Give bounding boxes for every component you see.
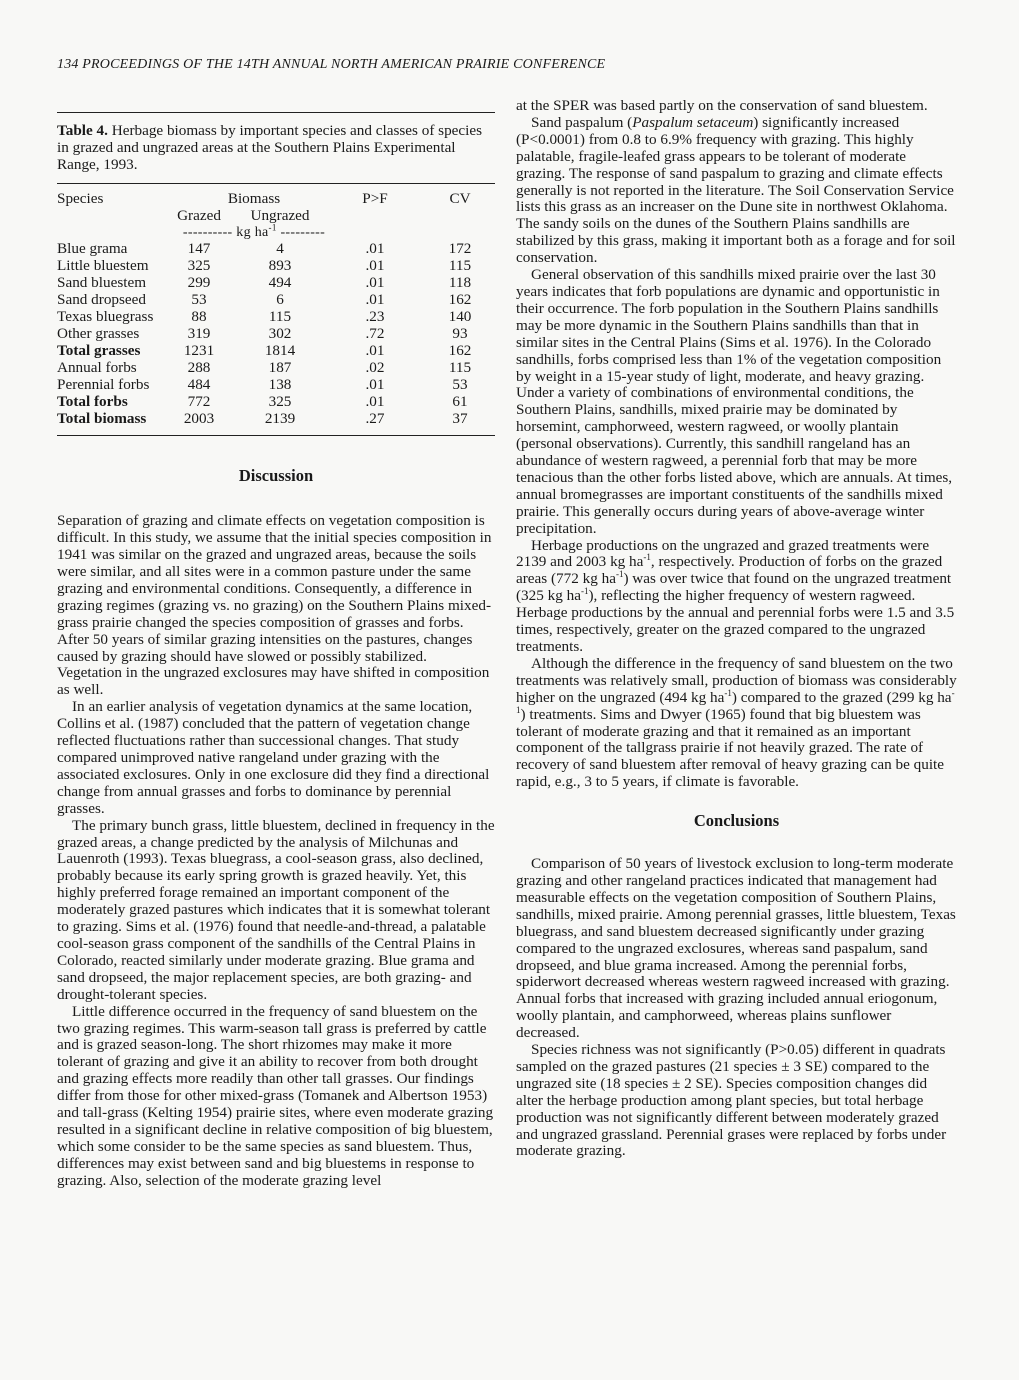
cell-ungrazed: 494	[268, 274, 292, 292]
table-row	[57, 309, 495, 326]
table-top-rule	[57, 112, 495, 113]
cell-ungrazed: 187	[268, 358, 292, 376]
conclusions-heading: Conclusions	[693, 811, 780, 831]
table-header-rule	[57, 183, 495, 184]
paragraph: Species richness was not significantly (P>0.05) different in quadrats sampled on the grazed pastures (21 species ± 3 SE) compared to the ungrazed site (18 species ± 2 SE). Species composition changes did alter the herbage production among plant species, but total herbage production was not significantly different between moderately grazed and ungrazed grassland. Perennial grases were replaced by forbs under moderate grazing.	[516, 1041, 947, 1160]
cell-cv: 172	[448, 240, 472, 258]
table-row	[57, 292, 495, 309]
cell-grazed: 288	[187, 358, 211, 376]
table-caption-text: Herbage biomass by important species and classes of species in grazed and ungrazed areas at the Southern Plains Experimental Range, 1993.	[57, 122, 483, 173]
cell-p: .01	[365, 274, 385, 292]
cell-p: .01	[365, 257, 385, 275]
cell-ungrazed: 6	[276, 291, 284, 309]
cell-species: Total grasses	[57, 341, 141, 359]
cell-ungrazed: 2139	[264, 409, 296, 427]
cell-cv: 115	[448, 358, 472, 376]
table-bottom-rule	[57, 435, 495, 436]
cell-species: Total forbs	[57, 392, 128, 410]
cell-p: .01	[365, 291, 385, 309]
cell-p: .01	[365, 240, 385, 258]
cell-species: Perennial forbs	[57, 375, 150, 393]
cell-cv: 140	[448, 308, 472, 326]
col-p: P>F	[362, 189, 388, 207]
cell-p: .01	[365, 341, 385, 359]
table-caption	[57, 123, 495, 174]
table-label: Table 4.	[57, 122, 108, 139]
cell-ungrazed: 4	[276, 240, 284, 258]
cell-species: Other grasses	[57, 324, 140, 342]
cell-grazed: 319	[187, 324, 211, 342]
cell-cv: 53	[452, 375, 468, 393]
cell-ungrazed: 893	[268, 257, 292, 275]
table-header-row	[57, 191, 495, 208]
paragraph: Little difference occurred in the frequency of sand bluestem on the two grazing regimes. This warm-season tall grass is preferred by cattle and is grazed season-long. The short rhizomes may make it more tolerant of grazing and give it an ability to recover from both drought and grazing effects more readily than other tall grasses. Our findings differ from those for other mixed-grass (Tomanek and Albertson 1953) and tall-grass (Kelting 1954) prairie sites, where even moderate grazing resulted in a significant decline in relative composition of big bluestem, which some consider to be the same species as sand bluestem. Thus, differences may exist between sand and big bluestems in response to grazing. Also, selection of the moderate grazing level	[57, 1002, 494, 1189]
col-cv: CV	[449, 189, 471, 207]
table-row	[57, 326, 495, 343]
cell-p: .72	[365, 324, 385, 342]
paragraph: Herbage productions on the ungrazed and grazed treatments were 2139 and 2003 kg $ha^{-1}$, respectively. Production of forbs on the grazed areas (772 kg $ha^{-1}$) was over twice that found on the ungrazed treatment (325 kg $ha^{-1}$), reflecting the higher frequency of western ragweed. Herbage productions by the annual and perennial forbs were 1.5 and 3.5 times, respectively, greater on the grazed compared to the ungrazed treatments.	[516, 536, 955, 655]
table-row	[57, 411, 495, 428]
cell-ungrazed: 325	[268, 392, 292, 410]
running-head: 134 PROCEEDINGS OF THE 14TH ANNUAL NORTH AMERICAN PRAIRIE CONFERENCE	[57, 57, 606, 72]
left-column	[57, 112, 495, 1190]
cell-species: Little bluestem	[57, 257, 149, 275]
cell-grazed: 299	[187, 274, 211, 292]
cell-cv: 162	[448, 341, 472, 359]
paragraph: Comparison of 50 years of livestock exclusion to long-term moderate grazing and other rangeland practices indicated that management had measurable effects on the vegetation composition of Southern Plains, sandhills, mixed prairie. Among perennial grasses, little bluestem, Texas bluegrass, and sand bluestem decreased significantly under grazing compared to the ungrazed exclosures, whereas sand paspalum, sand dropseed, and blue grama increased. Among the perennial forbs, spiderwort decreased whereas western ragweed increased with grazing. Annual forbs that increased with grazing included annual eriogonum, woolly plantain, and camphorweed, whereas plains sunflower decreased.	[516, 855, 956, 1042]
cell-cv: 118	[448, 274, 472, 292]
cell-grazed: 2003	[183, 409, 215, 427]
paragraph: The primary bunch grass, little bluestem, declined in frequency in the grazed areas, a change predicted by the analysis of Milchunas and Lauenroth (1993). Texas bluegrass, a cool-season grass, also declined, probably because its early spring growth is grazed heavily. Yet, this highly preferred forage remained an important component of the moderately grazed pastures which indicates that it is somewhat tolerant to grazing. Sims et al. (1976) found that needle-and-thread, a palatable cool-season grass component of the sandhills of the Central Plains in Colorado, reacted similarly under moderate grazing. Blue grama and sand dropseed, the major replacement species, are both grazing- and drought-tolerant species.	[57, 816, 495, 1003]
table-row	[57, 258, 495, 275]
discussion-left-text	[57, 513, 495, 1189]
cell-p: .27	[365, 409, 385, 427]
col-species: Species	[57, 189, 104, 207]
units-label: ---------- kg $ha^{-1}$ ---------	[182, 221, 326, 240]
cell-p: .02	[365, 358, 385, 376]
paragraph: In an earlier analysis of vegetation dynamics at the same location, Collins et al. (1987) concluded that the pattern of vegetation change reflected fluctuations rather than successional changes. That study compared unimproved native rangeland under grazing with the associated exclosures. Only in one exclosure did they find a directional change from annual grasses and forbs to dominance by perennial grasses.	[57, 698, 490, 817]
cell-grazed: 88	[191, 308, 207, 326]
cell-cv: 115	[448, 257, 472, 275]
right-column	[516, 98, 957, 1160]
cell-grazed: 772	[187, 392, 211, 410]
table-row	[57, 275, 495, 292]
cell-cv: 37	[452, 409, 468, 427]
paragraph: at the SPER was based partly on the conservation of sand bluestem.	[516, 97, 928, 114]
biomass-table	[57, 191, 495, 428]
cell-ungrazed: 1814	[264, 341, 296, 359]
cell-p: .01	[365, 392, 385, 410]
cell-ungrazed: 115	[268, 308, 292, 326]
conclusions-text	[516, 856, 957, 1160]
paragraph: Although the difference in the frequency of sand bluestem on the two treatments was relatively small, production of biomass was considerably higher on the ungrazed (494 kg $ha^{-1}$) compared to the grazed (299 kg $ha^{-1}$) treatments. Sims and Dwyer (1965) found that big bluestem was tolerant of moderate grazing and that it remained as an important component of the tallgrass prairie if not heavily grazed. The rate of recovery of sand bluestem after removal of heavy grazing can be quite rapid, e.g., 3 to 5 years, if climate is favorable.	[516, 654, 957, 791]
cell-species: Sand bluestem	[57, 274, 147, 292]
col-biomass: Biomass	[227, 189, 281, 207]
cell-species: Blue grama	[57, 240, 128, 258]
cell-cv: 61	[452, 392, 468, 410]
paragraph: Separation of grazing and climate effects on vegetation composition is difficult. In this study, we assume that the initial species composition in 1941 was similar on the grazed and ungrazed areas, because the soils were similar, and all sites were in a common pasture under the same grazing and environmental conditions. Consequently, a difference in grazing regimes (grazing vs. no grazing) on the Southern Plains mixed-grass prairie changed the species composition of grasses and forbs. After 50 years of similar grazing intensities on the pastures, changes caused by grazing should have slowed or possibly stabilized. Vegetation in the ungrazed exclosures may have shifted in composition as well.	[57, 512, 492, 699]
table-row	[57, 241, 495, 258]
paragraph: General observation of this sandhills mixed prairie over the last 30 years indicates that forb populations are dynamic and opportunistic in their occurrence. The forb population in the Southern Plains sandhills may be more dynamic in the Southern Plains sandhills than that in similar sites in the Central Plains (Sims et al. 1976). In the Colorado sandhills, forbs comprised less than 1% of the vegetation composition by weight in a 15-year study of light, moderate, and heavy grazing. Under a variety of combinations of environmental conditions, the Southern Plains, sandhills, mixed prairie may be dominated by horsemint, camphorweed, western ragweed, or woolly plantain (personal observations). Currently, this sandhill rangeland has an abundance of western ragweed, a perennial forb that may be more tenacious than the other forbs listed above, which are annuals. At times, annual bromegrasses are important constituents of the sandhills mixed prairie. This generally occurs during years of above-average winter precipitation.	[516, 266, 953, 537]
table-row	[57, 377, 495, 394]
cell-species: Sand dropseed	[57, 291, 146, 309]
cell-p: .23	[365, 308, 385, 326]
cell-grazed: 1231	[183, 341, 215, 359]
paragraph: Sand paspalum (Paspalum setaceum) significantly increased (P<0.0001) from 0.8 to 6.9% frequency with grazing. This highly palatable, fragile-leafed grass appears to be tolerant of moderate grazing. The response of sand paspalum to grazing and climate effects generally is not reported in the literature. The Soil Conservation Service lists this grass as an increaser on the Dune site in northwest Oklahoma. The sandy soils on the dunes of the Southern Plains sandhills are stabilized by this grass, making it important both as a forage and for soil conservation.	[516, 113, 956, 267]
col-ungrazed: Ungrazed	[250, 206, 310, 224]
cell-ungrazed: 302	[268, 324, 292, 342]
cell-ungrazed: 138	[268, 375, 292, 393]
cell-grazed: 484	[187, 375, 211, 393]
cell-grazed: 325	[187, 257, 211, 275]
table-row	[57, 394, 495, 411]
cell-grazed: 147	[187, 240, 211, 258]
cell-grazed: 53	[191, 291, 207, 309]
cell-species: Total biomass	[57, 409, 147, 427]
cell-species: Texas bluegrass	[57, 308, 154, 326]
cell-species: Annual forbs	[57, 358, 137, 376]
cell-p: .01	[365, 375, 385, 393]
discussion-heading: Discussion	[238, 466, 314, 486]
col-grazed: Grazed	[177, 206, 221, 224]
cell-cv: 93	[452, 324, 468, 342]
table-units-row	[57, 225, 495, 242]
table-row	[57, 343, 495, 360]
cell-cv: 162	[448, 291, 472, 309]
table-row	[57, 360, 495, 377]
